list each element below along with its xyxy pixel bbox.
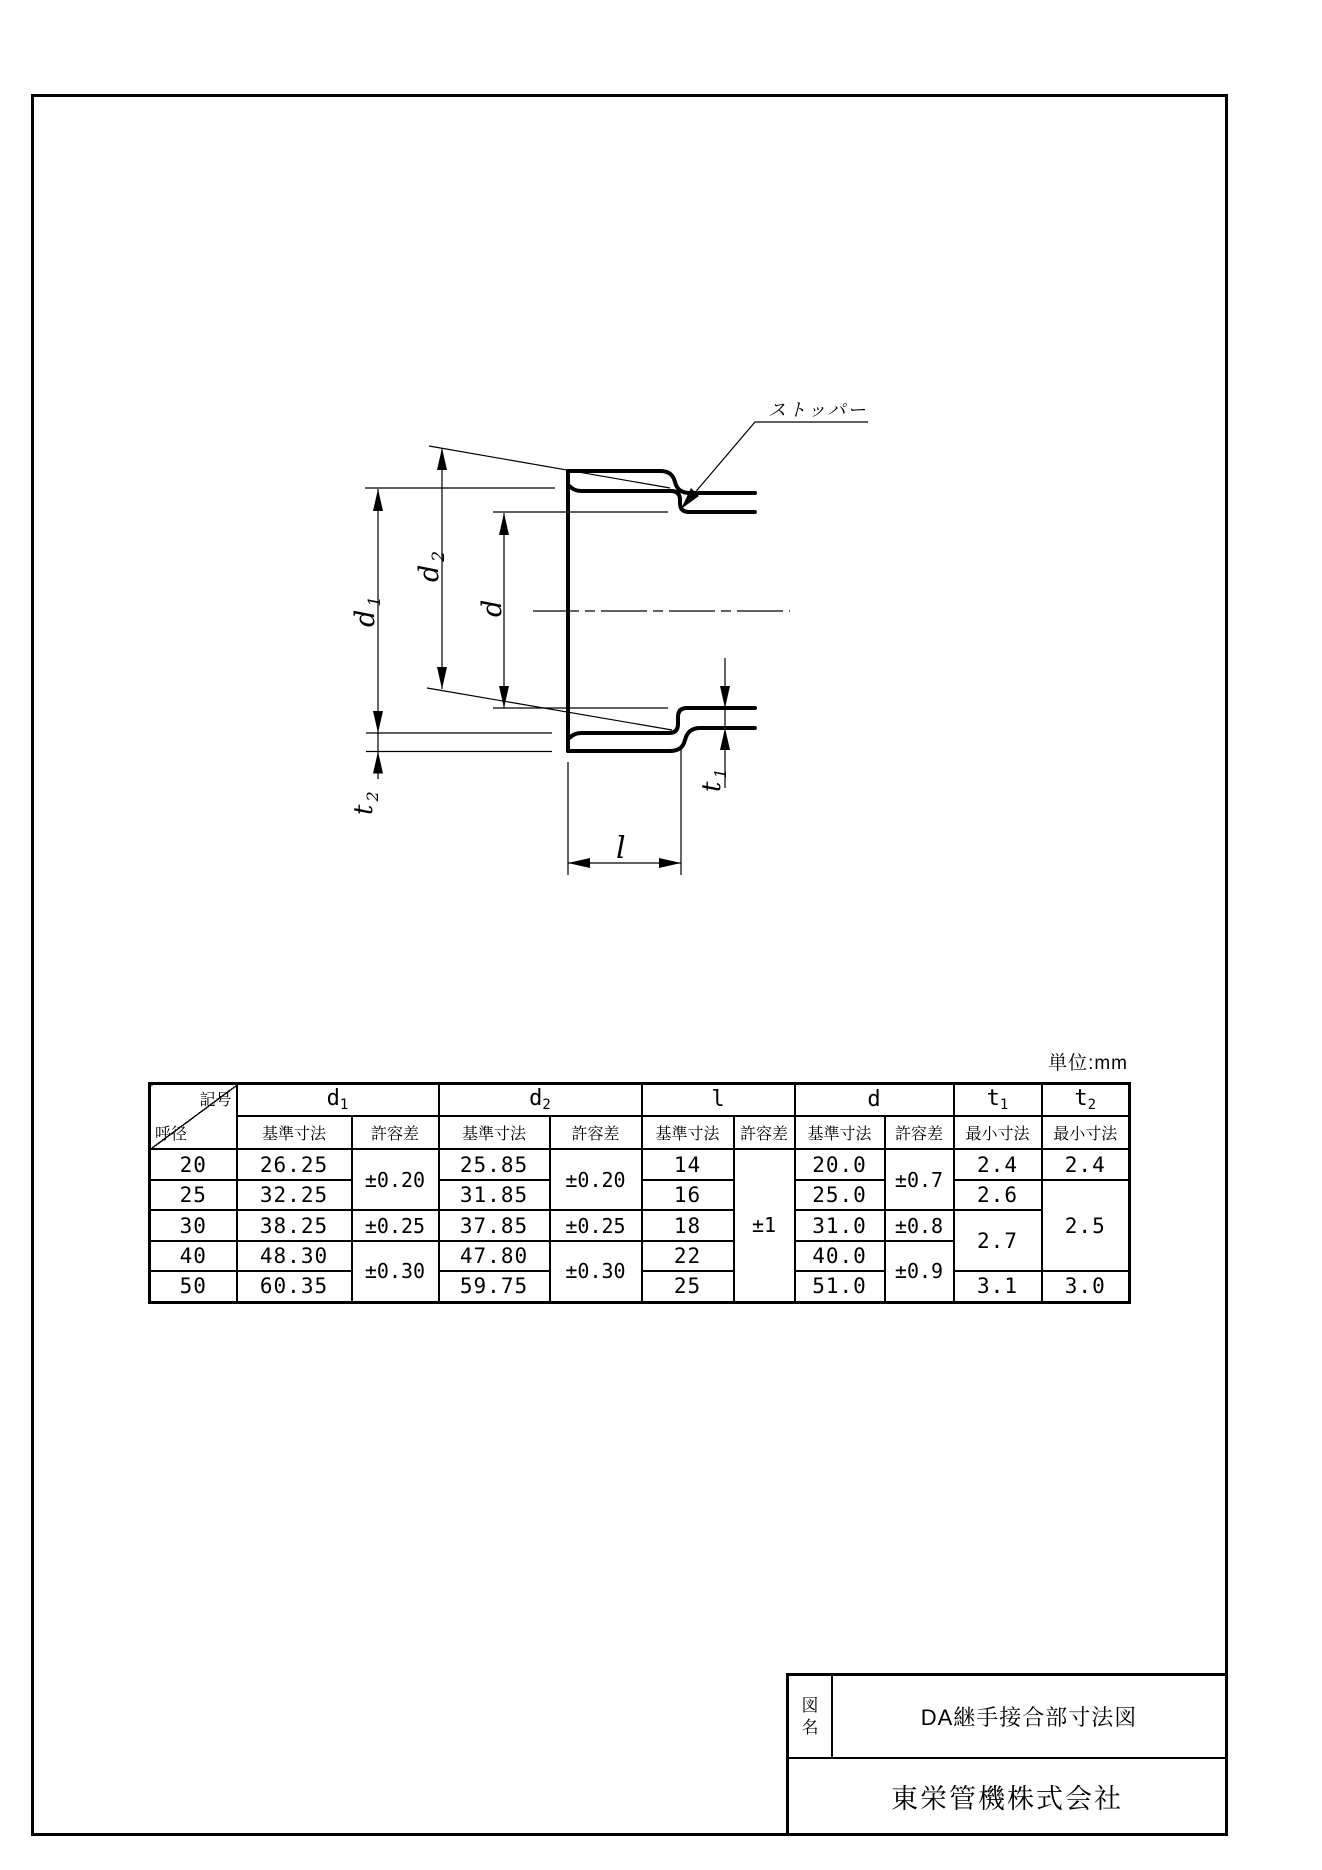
cell-d2: 25.85 [439, 1149, 550, 1180]
cell-t2: 3.0 [1042, 1271, 1130, 1302]
cell-d2: 47.80 [439, 1241, 550, 1271]
cell-t2: 2.4 [1042, 1149, 1130, 1180]
subheader-d-basic: 基準寸法 [795, 1116, 885, 1149]
cell-d-tol: ±0.9 [885, 1241, 954, 1302]
subheader-t1-min: 最小寸法 [954, 1116, 1042, 1149]
cell-d1: 60.35 [237, 1271, 352, 1302]
label-d1: $d_1$ [350, 595, 385, 627]
header-t2: $t_2$ [1042, 1084, 1130, 1116]
cell-d1: 32.25 [237, 1180, 352, 1210]
table-row [150, 1210, 1130, 1241]
cell-t1: 2.7 [954, 1210, 1042, 1271]
subheader-d-tol: 許容差 [885, 1116, 954, 1149]
label-l: l [616, 831, 626, 866]
extension-lines [365, 446, 681, 875]
header-t1: $t_1$ [954, 1084, 1042, 1116]
header-d1: $d_1$ [237, 1084, 439, 1116]
cell-size: 20 [150, 1149, 237, 1180]
cell-d2-tol: ±0.20 [550, 1149, 642, 1210]
cell-size: 25 [150, 1180, 237, 1210]
table-header-row-groups [150, 1084, 1130, 1116]
cell-t1: 2.6 [954, 1180, 1042, 1210]
cell-size: 30 [150, 1210, 237, 1241]
company-name: 東栄管機株式会社 [789, 1757, 1225, 1833]
cell-d1-tol: ±0.25 [352, 1210, 439, 1241]
cell-d1: 26.25 [237, 1149, 352, 1180]
cell-d: 40.0 [795, 1241, 885, 1271]
title-block-field-label: 図名 [789, 1676, 833, 1757]
label-d: d [477, 599, 508, 617]
cell-t1: 2.4 [954, 1149, 1042, 1180]
dimension-table [148, 1082, 1131, 1304]
cell-d: 31.0 [795, 1210, 885, 1241]
header-l: l [642, 1084, 795, 1116]
subheader-l-basic: 基準寸法 [642, 1116, 734, 1149]
cell-d2: 31.85 [439, 1180, 550, 1210]
dimension-arrowheads [373, 448, 730, 868]
label-d2: $d_2$ [414, 550, 449, 582]
table-row [150, 1149, 1130, 1180]
table-header-row-sub [150, 1116, 1130, 1149]
cell-size: 50 [150, 1271, 237, 1302]
cell-d: 51.0 [795, 1271, 885, 1302]
subheader-d1-basic: 基準寸法 [237, 1116, 352, 1149]
cell-t2: 2.5 [1042, 1180, 1130, 1271]
header-d2: $d_2$ [439, 1084, 642, 1116]
cell-d-tol: ±0.8 [885, 1210, 954, 1241]
cell-t1: 3.1 [954, 1271, 1042, 1302]
cell-l: 14 [642, 1149, 734, 1180]
cell-d1-tol: ±0.20 [352, 1149, 439, 1210]
cell-l: 18 [642, 1210, 734, 1241]
cell-d2-tol: ±0.25 [550, 1210, 642, 1241]
cell-d: 25.0 [795, 1180, 885, 1210]
header-d: d [795, 1084, 954, 1116]
subheader-d1-tol: 許容差 [352, 1116, 439, 1149]
cell-d1: 38.25 [237, 1210, 352, 1241]
subheader-d2-tol: 許容差 [550, 1116, 642, 1149]
cell-l-tol: ±1 [734, 1149, 795, 1302]
subheader-d2-basic: 基準寸法 [439, 1116, 550, 1149]
corner-label-nominal: 呼径 [155, 1126, 188, 1143]
cell-l: 16 [642, 1180, 734, 1210]
cell-d1: 48.30 [237, 1241, 352, 1271]
cell-d2: 59.75 [439, 1271, 550, 1302]
cell-d2: 37.85 [439, 1210, 550, 1241]
stopper-label: ストッパー [768, 400, 868, 420]
cell-l: 25 [642, 1271, 734, 1302]
cell-l: 22 [642, 1241, 734, 1271]
subheader-t2-min: 最小寸法 [1042, 1116, 1130, 1149]
cell-d2-tol: ±0.30 [550, 1241, 642, 1302]
unit-label: 単位:mm [1048, 1053, 1128, 1074]
drawing-title: DA継手接合部寸法図 [920, 1705, 1138, 1730]
corner-header-cell [150, 1084, 237, 1150]
subheader-l-tol: 許容差 [734, 1116, 795, 1149]
corner-label-symbol: 記号 [199, 1092, 232, 1109]
cell-d: 20.0 [795, 1149, 885, 1180]
label-t2: $t_2$ [349, 791, 382, 815]
label-t1: $t_1$ [697, 768, 730, 792]
cell-d-tol: ±0.7 [885, 1149, 954, 1210]
title-block [786, 1673, 1228, 1836]
cell-d1-tol: ±0.30 [352, 1241, 439, 1302]
cell-size: 40 [150, 1241, 237, 1271]
